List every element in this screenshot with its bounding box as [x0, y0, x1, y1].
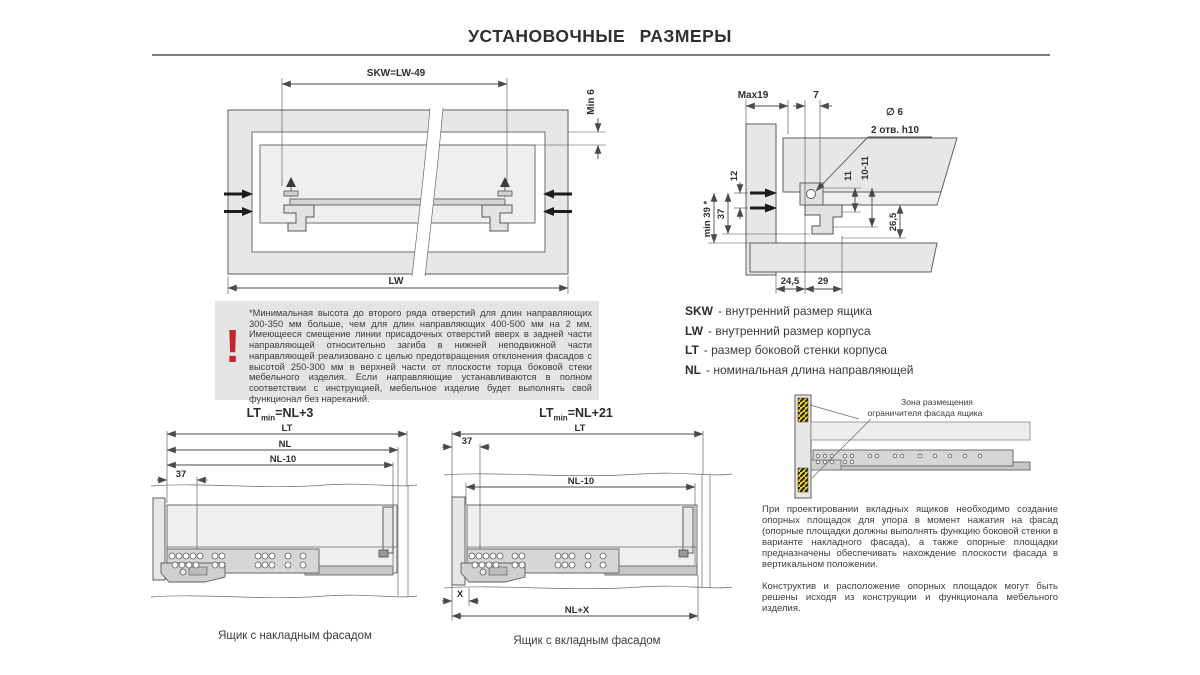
dim-nl10: NL-10	[269, 454, 297, 465]
formula-lt: LT	[539, 406, 554, 420]
front-section-drawing	[220, 66, 620, 301]
dim-37: 37	[175, 469, 187, 480]
zone-label-line1: Зона размещения	[901, 397, 973, 407]
dim-holes: 2 отв. h10	[871, 125, 920, 136]
note-paragraph-1: При проектировании вкладных ящиков необходимо создание опорных площадок для упора в момент нажатия на фасад (опорные площадки должны выполнять функцию боковой стенки в варианте накладного фасада), а также опорные площадки предназначены обеспечивать нахождение плоскости фасада в вертикальном положении.	[762, 504, 1058, 570]
legend-abbr: NL	[685, 362, 701, 377]
dim-min6: Min 6	[586, 89, 597, 115]
limiter-zone-drawing	[785, 392, 1065, 504]
warning-text: *Минимальная высота до второго ряда отверстий для длин направляющих 300-350 мм больше, чем для длин направляющих 400-500 мм на 2 мм. Имеющееся смещение линии присадочных отверстий вверх в задней части направляющей относительно загиба в нижней неподвижной части направляющей реализовано с целью предотвращения отклонения фасадов с высотой 250-300 мм в верхней части от плоскости торца боковой стеки мебельного изделия. Если направляющие устанавливаются в полном соответствии с инструкцией, мебельное изделие будет выполнять свой функционал без нареканий.	[249, 308, 592, 404]
side-section-drawing	[690, 66, 990, 311]
slide-hook-profile	[805, 205, 842, 234]
dim-nl10: NL-10	[567, 476, 595, 487]
legend-abbr: SKW	[685, 304, 713, 318]
formula-inset	[426, 406, 726, 423]
dim-lt: LT	[281, 423, 293, 434]
dim-26-5: 26,5	[888, 212, 899, 232]
formula-sub: min	[260, 413, 276, 423]
title-divider	[152, 54, 1050, 56]
dim-11: 11	[843, 170, 854, 182]
exclamation-icon: !	[225, 320, 241, 372]
formula-rest: =NL+3	[275, 406, 314, 420]
formula-sub: min	[553, 413, 568, 423]
dim-37: 37	[461, 436, 473, 447]
zone-label-line2: ограничителя фасада ящика	[867, 408, 983, 418]
dim-29: 29	[817, 276, 829, 287]
dim-24-5: 24,5	[780, 276, 800, 287]
dim-7: 7	[813, 90, 819, 101]
legend-desc: - номинальная длина направляющей	[706, 362, 914, 377]
dim-lw: LW	[388, 276, 404, 287]
legend-desc: - внутренний размер ящика	[718, 304, 873, 318]
formula-lt: LT	[246, 406, 261, 420]
note-paragraph-2: Конструктив и расположение опорных площадок могут быть решены исходя из конструкции и функционала мебельного изделия.	[762, 581, 1058, 614]
legend-abbr: LW	[685, 323, 703, 338]
dim-diameter: ∅ 6	[886, 107, 904, 118]
dim-12: 12	[729, 170, 740, 182]
dim-nl: NL	[278, 439, 292, 450]
formula-rest: =NL+21	[567, 406, 613, 420]
cabinet-bottom-panel	[750, 243, 937, 272]
legend-desc: - размер боковой стенки корпуса	[703, 343, 888, 357]
dim-x: X	[456, 589, 464, 600]
dim-lw-group	[228, 276, 568, 294]
legend-item-skw	[685, 304, 913, 324]
dim-min39: min 39 *	[702, 200, 713, 238]
notes	[762, 504, 1058, 614]
dim-nlx: NL+X	[564, 605, 590, 616]
dim-10-11: 10-11	[860, 156, 871, 180]
dim-skw: SKW=LW-49	[366, 68, 426, 79]
legend	[685, 304, 913, 382]
legend-item-nl	[685, 363, 913, 383]
warning-note	[215, 301, 599, 404]
dim-26-5-group	[842, 205, 937, 238]
legend-item-lw	[685, 324, 913, 344]
cabinet-body	[228, 110, 568, 274]
inset-front-drawing	[440, 425, 745, 640]
dim-lt: LT	[574, 423, 586, 434]
legend-item-lt	[685, 343, 913, 363]
limiter-zone-top	[798, 398, 808, 422]
dim-max19: Max19	[737, 90, 769, 101]
legend-abbr: LT	[685, 343, 699, 357]
limiter-zone-bottom	[798, 468, 808, 492]
dim-37: 37	[716, 208, 727, 220]
caption-overlay: Ящик с накладным фасадом	[218, 630, 372, 642]
caption-inset: Ящик с вкладным фасадом	[513, 635, 661, 647]
overlay-front-drawing	[145, 425, 445, 640]
slide-bracket	[800, 183, 823, 205]
dim-12-group	[729, 171, 748, 219]
formula-overlay	[130, 406, 430, 423]
page-title: УСТАНОВОЧНЫЕ РАЗМЕРЫ	[468, 26, 732, 46]
legend-desc: - внутренний размер корпуса	[708, 323, 871, 338]
